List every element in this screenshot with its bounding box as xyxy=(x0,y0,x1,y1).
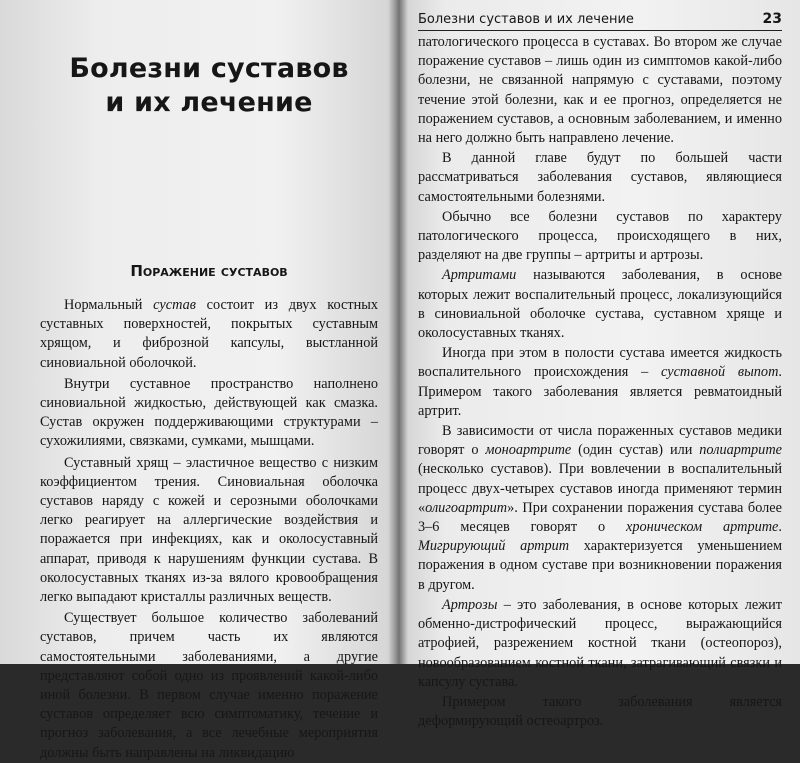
right-paragraph-4: Артритами называются заболевания, в основе которых лежит воспалительный процесс, локализующийся в синовиальной оболочке сустава, суставном хряще и околосуставных тканях. xyxy=(418,267,782,342)
left-paragraph-1: Нормальный сустав состоит из двух костных суставных поверхностей, покрытых суставным хрящом, и фиброзной капсулы, выстланной синовиальной оболочкой. xyxy=(40,297,378,371)
right-paragraph-1: патологического процесса в суставах. Во втором же случае поражение суставов – лишь один из симптомов какой-либо болезни, не связанной напрямую с суставами, поэтому течение этой болезни, как и ее прогноз, определяется не поражением суставов, а основным заболеванием, и именно на него должно быть направлено лечение. xyxy=(418,34,782,147)
left-paragraph-4: Существует большое количество заболеваний суставов, причем часть их являются самостоятельными заболеваниями, а другие представляют собой одно из проявлений какой-либо иной болезни. В первом случае именно поражение суставов определяет всю симптоматику, течение и прогноз заболевания, а все лечебные мероприятия должны быть направлены на ликвидацию xyxy=(40,610,378,761)
term-artrity: Артритами xyxy=(442,267,517,284)
right-paragraph-7: Артрозы – это заболевания, в основе которых лежит обменно-дистрофический процесс, выражающийся атрофией, разрежением костной ткани (остеопороз), новообразованием костной ткани, затрагивающий связки и капсулу сустава. xyxy=(418,596,782,690)
term-chronic-artrit: хроническом артрите xyxy=(626,519,779,536)
chapter-title-line-1: Болезни суставов xyxy=(69,53,349,84)
left-paragraph-3: Суставный хрящ – эластичное вещество с низким коэффициентом трения. Синовиальная оболочка суставов наряду с кожей и серозными оболочками легко реагирует на аллергические воздействия и поражается при инфекциях, как и околосуставный аппарат, приводя к нарушениям функции сустава. В околосуставных тканях из-за вялого кровообращения легко выпадают кристаллы различных веществ. xyxy=(40,454,378,606)
term-monoartrit: моноартрите xyxy=(485,442,572,459)
right-paragraph-3: Обычно все болезни суставов по характеру патологического процесса, происходящего в них, разделяют на две группы – артриты и артрозы. xyxy=(418,208,782,264)
running-header xyxy=(418,0,782,31)
right-paragraph-2: В данной главе будут по большей части рассматриваться заболевания суставов, являющиеся самостоятельными болезнями. xyxy=(418,150,782,205)
running-title: Болезни суставов и их лечение xyxy=(418,12,634,27)
term-oligoartrit: олигоартрит xyxy=(425,499,508,516)
term-poliartrit: полиартрите xyxy=(699,442,782,459)
term-vypot: суставной выпот xyxy=(660,364,779,381)
term-sustav: сустав xyxy=(153,297,196,313)
right-paragraph-8: Примером такого заболевания является деформирующий остеоартроз. xyxy=(418,693,782,730)
right-paragraph-5: Иногда при этом в полости сустава имеется жидкость воспалительного происхождения – суставной выпот. Примером такого заболевания является ревматоидный артрит. xyxy=(418,345,782,419)
left-page xyxy=(0,0,396,761)
section-title: Поражение суставов xyxy=(130,262,288,280)
right-paragraph-6: В зависимости от числа пораженных суставов медики говорят о моноартрите (один сустав) или полиартрите (несколько суставов). При вовлечении в воспалительный процесс двух-четырех суставов иногда применяют термин «олигоартрит». При сохранении поражения сустава более 3–6 месяцев говорят о хроническом артрите. Мигрирующий артрит характеризуется уменьшением поражения в одном суставе при возникновении поражения в другом. xyxy=(418,423,782,593)
page-number: 23 xyxy=(762,11,782,27)
chapter-title-line-2: и их лечение xyxy=(105,87,313,118)
term-migrating-artrit: Мигрирующий артрит xyxy=(418,538,570,555)
chapter-title xyxy=(40,52,378,120)
right-page xyxy=(396,0,800,730)
left-paragraph-2: Внутри суставное пространство наполнено синовиальной жидкостью, действующей как смазка. Сустав окружен поддерживающими структурами – сухожилиями, связками, сумками, мышцами. xyxy=(40,375,378,450)
page-gutter xyxy=(388,0,408,664)
term-artrozy: Артрозы xyxy=(442,596,498,613)
